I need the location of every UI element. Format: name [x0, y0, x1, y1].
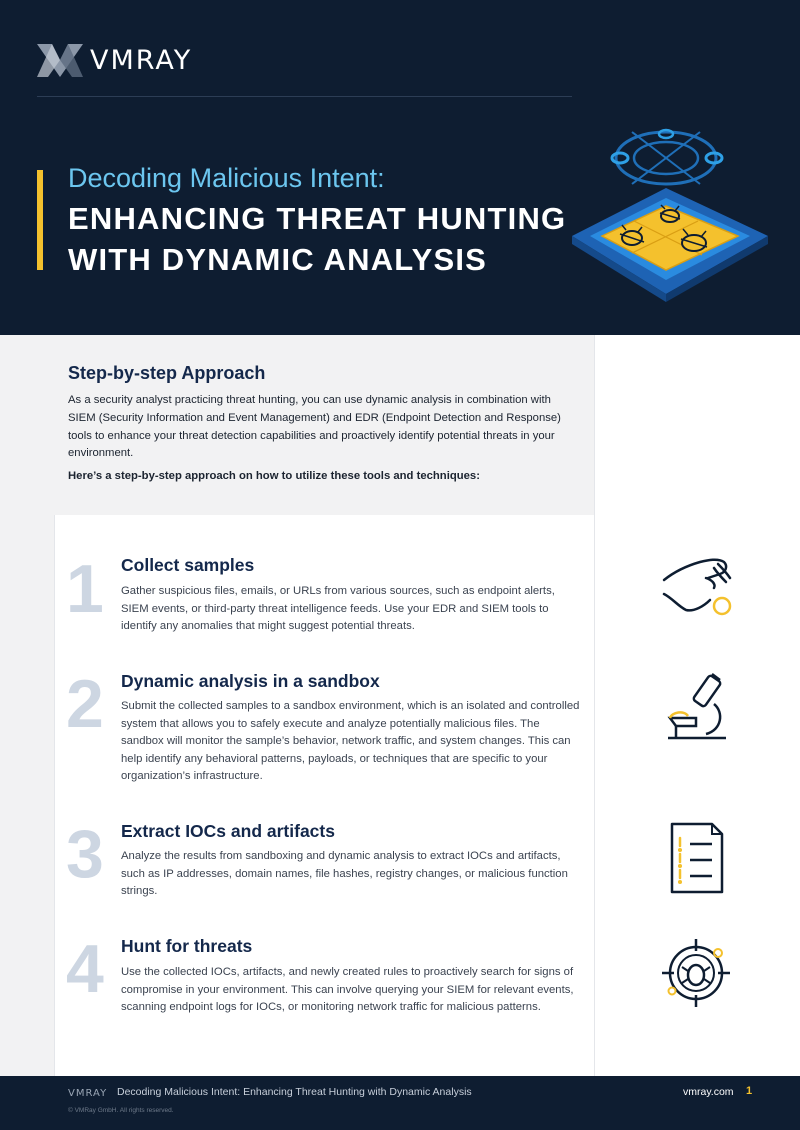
vmray-logo: [37, 44, 192, 77]
sandbox-chip-illustration: [562, 118, 778, 308]
page-subtitle: Decoding Malicious Intent:: [68, 163, 385, 193]
document-alert-icon: [656, 820, 740, 900]
bug-target-icon: [656, 935, 740, 1015]
title-accent-bar: [37, 170, 43, 270]
step-body: Use the collected IOCs, artifacts, and newly created rules to proactively search for signs of compromise in your environment. This can involve querying your SIEM for relevant events, scanning endpoint logs for IOCs, or monitoring network traffic for malicious patterns.: [121, 966, 574, 1013]
step-body: Analyze the results from sandboxing and dynamic analysis to extract IOCs and artifacts, such as IP addresses, domain names, file hashes, registry changes, or malicious function strings.: [121, 850, 568, 897]
header-divider: [37, 96, 572, 97]
page-footer: [0, 1076, 800, 1130]
step-body: Submit the collected samples to a sandbox environment, which is an isolated and controlled system that allows you to safely execute and analyze potentially malicious files. The sandbox will monitor the sample’s behavior, network traffic, and system changes. This can help identify any behavioral patterns, payloads, or techniques that are specific to your organization’s infrastructure.: [121, 700, 580, 782]
header-banner: [0, 0, 800, 335]
hand-grab-icon: [656, 548, 740, 628]
step-number: 3: [66, 816, 104, 892]
step-title: Collect samples: [121, 555, 255, 575]
step-number: 2: [66, 666, 104, 742]
page-number: 1: [746, 1085, 753, 1097]
step-body: Gather suspicious files, emails, or URLs from various sources, such as endpoint alerts, SIEM events, or third-party threat intelligence feeds. Use your EDR and SIEM tools to identify any anomalies that might suggest potential threats.: [121, 585, 555, 632]
page-title-line-2: WITH DYNAMIC ANALYSIS: [68, 242, 488, 277]
intro-lead: Here’s a step-by-step approach on how to utilize these tools and techniques:: [68, 470, 480, 482]
footer-logo: VMRAY: [68, 1088, 108, 1099]
step-number: 4: [66, 931, 104, 1007]
vmray-mark-icon: [37, 44, 83, 77]
step-title: Dynamic analysis in a sandbox: [121, 671, 380, 691]
intro-paragraph: As a security analyst practicing threat hunting, you can use dynamic analysis in combination with SIEM (Security Information and Event Management) and EDR (Endpoint Detection and Response) tools to enhance your threat detection capabilities and proactively identify potential threats in your environment.: [68, 394, 561, 460]
logo-wordmark: VMRAY: [90, 45, 193, 76]
page-title: [68, 198, 568, 280]
intro-heading: Step-by-step Approach: [68, 363, 266, 383]
page-title-line-1: ENHANCING THREAT HUNTING: [68, 201, 567, 236]
step-title: Extract IOCs and artifacts: [121, 821, 335, 841]
left-margin-strip: [0, 515, 54, 1076]
step-number: 1: [66, 551, 104, 627]
footer-title: Decoding Malicious Intent: Enhancing Threat Hunting with Dynamic Analysis: [117, 1086, 472, 1098]
step-title: Hunt for threats: [121, 936, 253, 956]
copyright: © VMRay GmbH. All rights reserved.: [68, 1107, 174, 1114]
microscope-icon: [656, 670, 740, 750]
footer-url-link[interactable]: vmray.com: [683, 1086, 734, 1098]
